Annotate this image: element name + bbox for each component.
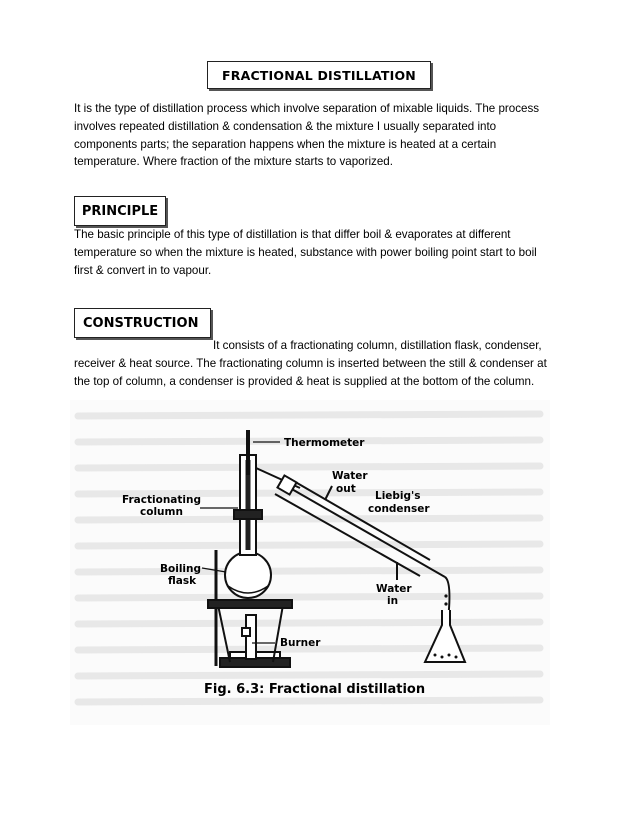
label-liebig-2: condenser — [368, 503, 430, 515]
intro-paragraph: It is the type of distillation process which involve separation of mixable liquids. The process involves repeated distillation & condensation & the mixture I usually separated into components parts; the separation happens when the mixture is heated at a certain temperature. Where fraction of the mixture starts to vaporized. — [74, 102, 540, 169]
distillation-figure — [70, 400, 550, 725]
clamp — [234, 510, 262, 519]
label-boiling-1: Boiling — [160, 563, 202, 575]
label-fractionating-1: Fractionating — [122, 494, 201, 506]
construction-paragraph — [74, 337, 554, 390]
principle-paragraph: The basic principle of this type of distillation is that differ boil & evaporates at different temperature so when the mixture is heated, substance with power boiling point start to boil first & convert in to vapour. — [74, 228, 537, 277]
label-water-out-1: Water — [332, 470, 368, 482]
label-fractionating-2: column — [140, 506, 183, 518]
page-title: FRACTIONAL DISTILLATION — [207, 61, 431, 89]
label-burner: Burner — [280, 637, 321, 649]
label-thermometer: Thermometer — [284, 437, 365, 449]
label-water-in-2: in — [387, 595, 399, 607]
label-liebig-1: Liebig's — [375, 490, 421, 502]
label-water-out-2: out — [336, 483, 356, 495]
boiling-flask — [225, 552, 271, 598]
principle-heading: PRINCIPLE — [74, 196, 166, 226]
construction-text-first-line: It consists of a fractionating column, distillation flask, condenser, — [213, 339, 542, 352]
construction-text-rest: receiver & heat source. The fractionating column is inserted between the still & condenser at the top of column, a condenser is provided & heat is supplied at the bottom of the column. — [74, 356, 547, 388]
figure-caption: Fig. 6.3: Fractional distillation — [204, 682, 426, 697]
wire-gauze — [208, 600, 292, 608]
label-water-in-1: Water — [376, 583, 412, 595]
construction-heading: CONSTRUCTION — [74, 308, 211, 338]
label-boiling-2: flask — [168, 575, 197, 587]
